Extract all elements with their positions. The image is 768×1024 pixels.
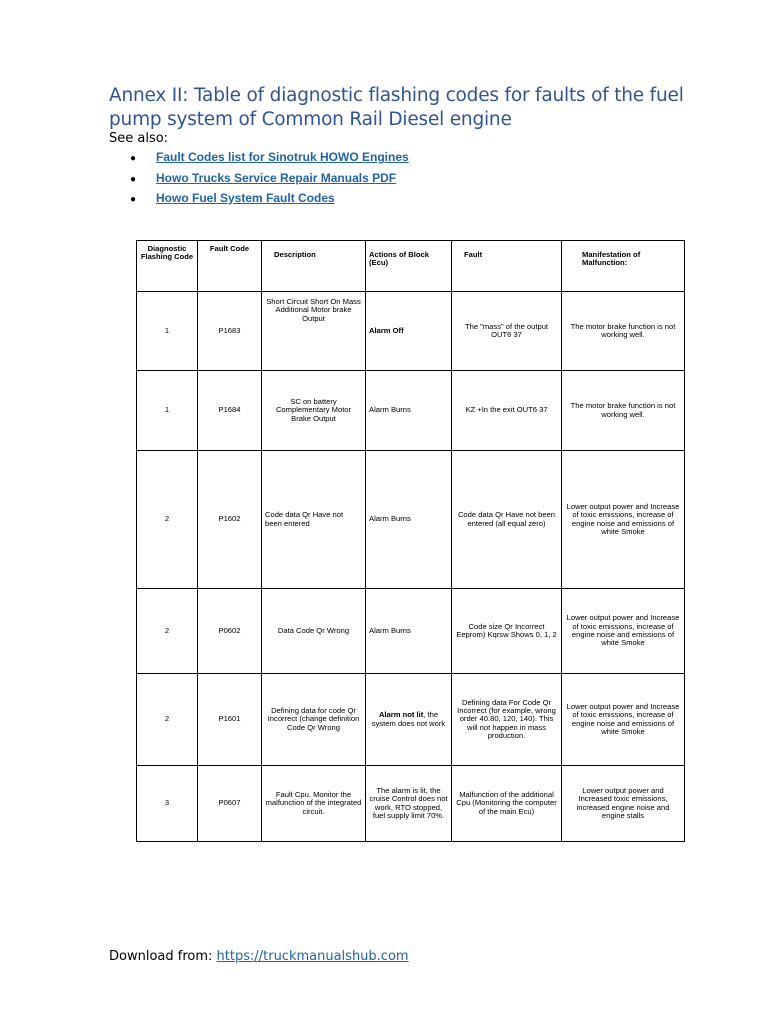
- table-header-row: [137, 241, 685, 292]
- cell-description: Short Circuit Short On Mass Additional Motor brake Output: [262, 292, 366, 371]
- cell-description: Fault Cpu. Monitor the malfunction of the integrated circuit.: [262, 766, 366, 842]
- cell-manifestation: Lower output power and Increased toxic emissions, increased engine noise and engine stalls: [562, 766, 685, 842]
- cell-description: Data Code Qr Wrong: [262, 589, 366, 674]
- cell-action: [366, 292, 452, 371]
- header-diagnostic-code: Diagnostic Flashing Code: [137, 241, 198, 292]
- cell-code: P1684: [198, 371, 262, 451]
- list-item: [130, 169, 409, 190]
- cell-manifestation: The motor brake function is not working well.: [562, 292, 685, 371]
- header-manifestation: Manifestation of Malfunction:: [562, 241, 685, 292]
- cell-action: [366, 589, 452, 674]
- header-fault: Fault: [452, 241, 562, 292]
- cell-fault: Code size Qr Incorrect Eeprom) Kqrsw Shows 0, 1, 2: [452, 589, 562, 674]
- table-row: [137, 766, 685, 842]
- cell-code: P0602: [198, 589, 262, 674]
- cell-description: SC on battery Complementary Motor Brake Output: [262, 371, 366, 451]
- link-fuel-system-codes[interactable]: Howo Fuel System Fault Codes: [156, 191, 335, 205]
- action-text: , the system does not work: [371, 710, 446, 728]
- link-service-manuals[interactable]: Howo Trucks Service Repair Manuals PDF: [156, 170, 397, 185]
- footer-label: Download from:: [109, 949, 213, 964]
- action-emphasis: Alarm not lit: [378, 710, 424, 720]
- cell-code: P0607: [198, 766, 262, 842]
- list-item: [130, 148, 409, 169]
- cell-code: P1601: [198, 674, 262, 766]
- cell-action: [366, 766, 452, 842]
- cell-action: [366, 371, 452, 451]
- action-text: Alarm Burns: [369, 625, 411, 635]
- cell-fault: Code data Qr Have not been entered (all equal zero): [452, 451, 562, 589]
- footer-download-link[interactable]: https://truckmanualshub.com: [216, 949, 409, 964]
- link-fault-codes-list[interactable]: Fault Codes list for Sinotruk HOWO Engines: [156, 150, 409, 164]
- cell-flash: 1: [137, 292, 198, 371]
- list-item: [130, 189, 409, 210]
- header-fault-code: Fault Code: [198, 241, 262, 292]
- action-text: Alarm Burns: [369, 514, 411, 524]
- see-also-label: See also:: [109, 131, 169, 146]
- table-row: [137, 674, 685, 766]
- table-row: [137, 451, 685, 589]
- bullet-icon: ●: [130, 194, 137, 205]
- see-also-links: [130, 148, 409, 210]
- cell-flash: 2: [137, 589, 198, 674]
- cell-manifestation: Lower output power and Increase of toxic emissions, increase of engine noise and emissions of white Smoke: [562, 451, 685, 589]
- cell-fault: Malfunction of the additional Cpu (Monitoring the computer of the main Ecu): [452, 766, 562, 842]
- cell-action: [366, 674, 452, 766]
- action-text: The alarm is lit, the cruise Control does not work, RTO stopped, fuel supply limit 70%.: [369, 785, 448, 820]
- table-row: [137, 292, 685, 371]
- fault-codes-table: [136, 240, 685, 842]
- cell-manifestation: Lower output power and Increase of toxic emissions, increase of engine noise and emissions of white Smoke: [562, 674, 685, 766]
- cell-code: P1602: [198, 451, 262, 589]
- bullet-icon: ●: [130, 173, 137, 185]
- cell-description: Code data Qr Have not been entered: [262, 451, 366, 589]
- cell-fault: KZ +In the exit OUT6 37: [452, 371, 562, 451]
- cell-flash: 3: [137, 766, 198, 842]
- bullet-icon: ●: [130, 153, 137, 164]
- cell-description: Defining data for code Qr Incorrect (change definition Code Qr Wrong: [262, 674, 366, 766]
- action-emphasis: Alarm Off: [369, 325, 404, 335]
- cell-fault: Defining data For Code Qr Incorrect (for example, wrong order 40.80, 120, 140). This will not happen in mass production.: [452, 674, 562, 766]
- table-row: [137, 371, 685, 451]
- cell-flash: 2: [137, 674, 198, 766]
- action-text: Alarm Burns: [369, 405, 411, 415]
- cell-code: P1683: [198, 292, 262, 371]
- cell-manifestation: The motor brake function is not working well.: [562, 371, 685, 451]
- page-title: Annex II: Table of diagnostic flashing codes for faults of the fuel pump system of Common Rail Diesel engine: [109, 85, 684, 130]
- cell-flash: 2: [137, 451, 198, 589]
- table-row: [137, 589, 685, 674]
- cell-manifestation: Lower output power and Increase of toxic emissions, increase of engine noise and emissions of white Smoke: [562, 589, 685, 674]
- cell-fault: The "mass" of the output OUT6 37: [452, 292, 562, 371]
- header-actions: Actions of Block (Ecu): [366, 241, 452, 292]
- cell-action: [366, 451, 452, 589]
- header-description: Description: [262, 241, 366, 292]
- cell-flash: 1: [137, 371, 198, 451]
- footer: [109, 949, 409, 964]
